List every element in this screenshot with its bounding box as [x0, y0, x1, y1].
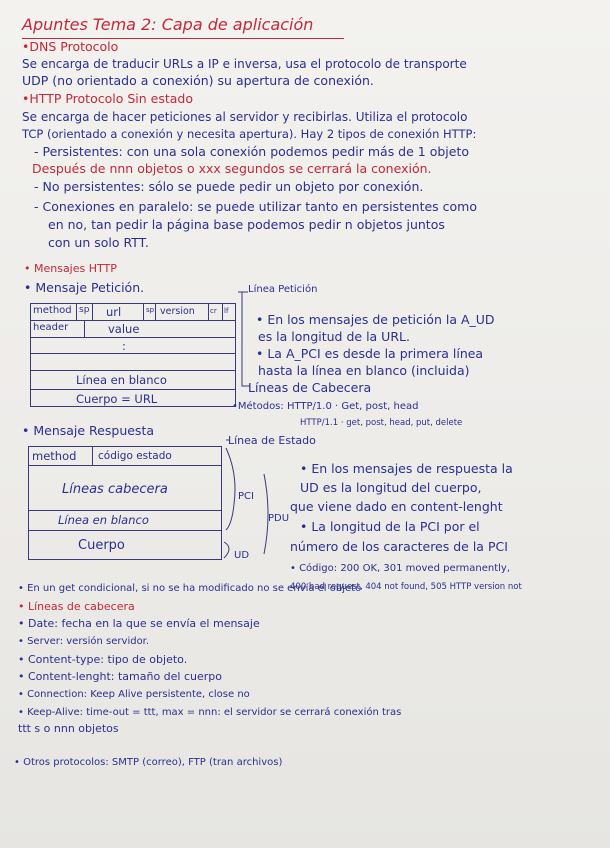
cell-dots: : — [122, 339, 126, 353]
metodos-line: •Métodos: HTTP/1.0 · Get, post, head — [232, 401, 419, 412]
cell-lf: lf — [224, 307, 229, 315]
text-line: con un solo RTT. — [48, 235, 149, 250]
page-title: Apuntes Tema 2: Capa de aplicación — [22, 15, 314, 34]
cell-lineas-cabecera: Líneas cabecera — [62, 482, 168, 497]
linea-estado-label: Línea de Estado — [228, 434, 316, 447]
text-line: • Connection: Keep Alive persistente, close no — [18, 689, 250, 700]
text-line: • Otros protocolos: SMTP (correo), FTP (tran archivos) — [14, 757, 283, 768]
text-line: 400 bad request, 404 not found, 505 HTTP version not — [290, 582, 522, 592]
text-line: TCP (orientado a conexión y necesita apertura). Hay 2 tipos de conexión HTTP: — [22, 127, 477, 141]
text-line: en no, tan pedir la página base podemos pedir n objetos juntos — [48, 217, 445, 232]
text-line: que viene dado en content-lenght — [290, 499, 503, 514]
cell-url: url — [106, 305, 122, 319]
mensaje-peticion-heading: • Mensaje Petición. — [24, 280, 145, 295]
text-line: UDP (no orientado a conexión) su apertura de conexión. — [22, 73, 374, 88]
text-line: • En los mensajes de respuesta la — [300, 461, 513, 476]
text-line: número de los caracteres de la PCI — [290, 539, 508, 554]
text-line: • Content-type: tipo de objeto. — [18, 653, 188, 666]
cell-method: method — [32, 449, 77, 463]
text-line: • Date: fecha en la que se envía el mensaje — [18, 617, 260, 630]
cell-cr: cr — [210, 307, 217, 315]
cell-linea-blanco: Línea en blanco — [76, 373, 167, 387]
mensaje-respuesta-heading: • Mensaje Respuesta — [22, 423, 155, 438]
text-line: - Persistentes: con una sola conexión podemos pedir más de 1 objeto — [34, 144, 469, 159]
cell-header: header — [33, 322, 69, 333]
text-line: • Código: 200 OK, 301 moved permanently, — [290, 563, 511, 574]
text-line: • Server: versión servidor. — [18, 636, 150, 647]
text-line: - Conexiones en paralelo: se puede utilizar tanto en persistentes como — [34, 199, 478, 214]
cell-sp: sp — [146, 306, 155, 314]
respuesta-brackets — [220, 434, 290, 564]
text-line: • En un get condicional, si no se ha modificado no se envía el objeto — [18, 583, 362, 594]
linea-peticion-label: Línea Petición — [248, 284, 318, 295]
text-line: • Content-lenght: tamaño del cuerpo — [18, 670, 222, 683]
text-line: • Líneas de cabecera — [18, 600, 135, 613]
cell-linea-blanco: Línea en blanco — [58, 513, 149, 527]
dns-heading: •DNS Protocolo — [22, 39, 119, 54]
metodos-line: HTTP/1.1 · get, post, head, put, delete — [300, 418, 463, 428]
text-line: • La longitud de la PCI por el — [300, 519, 480, 534]
text-line: hasta la línea en blanco (incluida) — [258, 363, 470, 378]
text-line: ttt s o nnn objetos — [18, 722, 119, 735]
text-line: UD es la longitud del cuerpo, — [300, 480, 482, 495]
lineas-cabecera-label: Líneas de Cabecera — [248, 380, 372, 395]
cell-method: method — [33, 305, 72, 316]
text-line: • La A_PCI es desde la primera línea — [256, 346, 484, 361]
text-line: es la longitud de la URL. — [258, 329, 410, 344]
text-line: Se encarga de hacer peticiones al servidor y recibirlas. Utiliza el protocolo — [22, 110, 468, 124]
cell-sp: sp — [79, 305, 90, 315]
http-heading: •HTTP Protocolo Sin estado — [22, 91, 193, 106]
text-line: Después de nnn objetos o xxx segundos se cerrará la conexión. — [32, 161, 432, 176]
cell-codigo-estado: código estado — [98, 450, 172, 462]
cell-cuerpo: Cuerpo = URL — [76, 392, 158, 406]
text-line: - No persistentes: sólo se puede pedir un objeto por conexión. — [34, 179, 424, 194]
pdu-label: PDU — [268, 513, 290, 524]
mensajes-http-heading: • Mensajes HTTP — [24, 262, 117, 275]
pci-label: PCI — [238, 491, 254, 502]
text-line: • En los mensajes de petición la A_UD — [256, 312, 495, 327]
cell-cuerpo: Cuerpo — [78, 538, 125, 553]
cell-version: version — [160, 306, 195, 317]
cell-value: value — [108, 322, 140, 336]
text-line: • Keep-Alive: time-out = ttt, max = nnn: el servidor se cerrará conexión tras — [18, 707, 402, 718]
ud-label: UD — [234, 550, 250, 561]
text-line: Se encarga de traducir URLs a IP e inversa, usa el protocolo de transporte — [22, 57, 467, 71]
